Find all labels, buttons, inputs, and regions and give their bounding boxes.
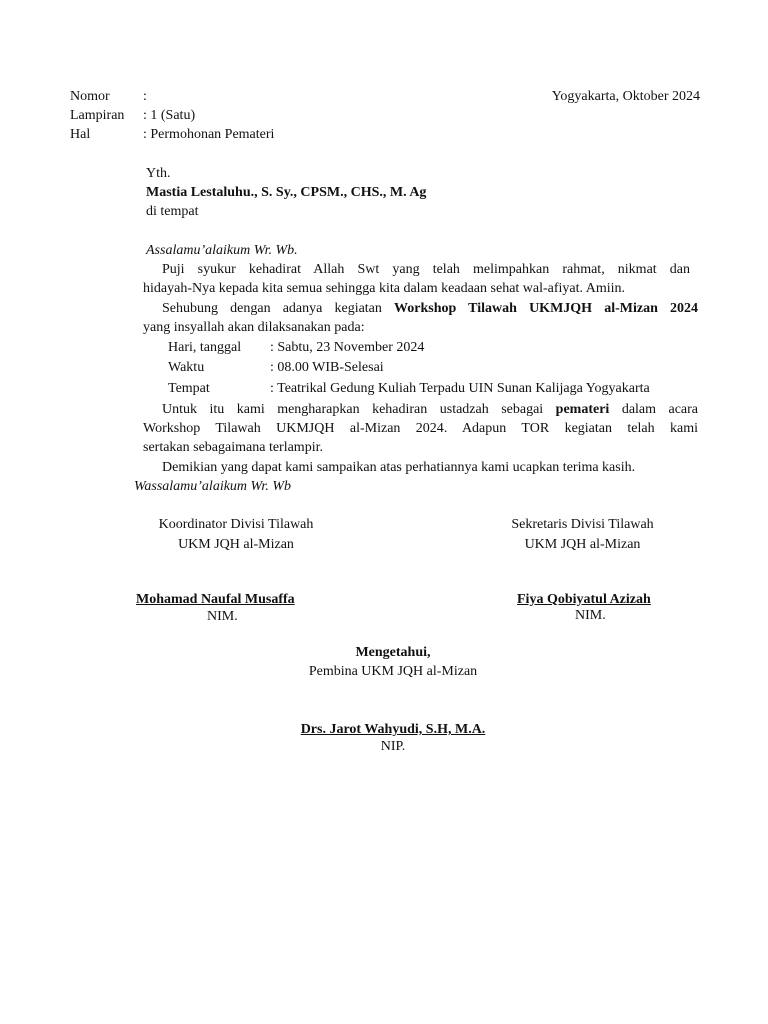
lampiran-value: : 1 (Satu) bbox=[143, 108, 196, 123]
greeting: Assalamu’alaikum Wr. Wb. bbox=[146, 243, 298, 258]
place-date: Yogyakarta, Oktober 2024 bbox=[551, 89, 700, 104]
paragraph-3-text-a: Untuk itu kami mengharapkan kehadiran ustadzah sebagai bbox=[162, 402, 544, 417]
nomor-value: : bbox=[143, 89, 147, 104]
paragraph-2-line-2: yang insyallah akan dilaksanakan pada: bbox=[143, 320, 365, 335]
detail-value-date: : Sabtu, 23 November 2024 bbox=[270, 340, 425, 355]
paragraph-3-line-2 bbox=[143, 419, 698, 438]
recipient-name: Mastia Lestaluhu., S. Sy., CPSM., CHS., M. Ag bbox=[146, 185, 427, 200]
hal-value: : Permohonan Pemateri bbox=[143, 127, 275, 142]
detail-value-place: : Teatrikal Gedung Kuliah Terpadu UIN Sunan Kalijaga Yogyakarta bbox=[270, 381, 650, 396]
left-signer-id: NIM. bbox=[207, 609, 238, 624]
paragraph-3-line-3: sertakan sebagaimana terlampir. bbox=[143, 440, 323, 455]
right-signer-title-1: Sekretaris Divisi Tilawah bbox=[511, 517, 654, 532]
right-signer-id: NIM. bbox=[575, 608, 606, 623]
acknowledge-heading: Mengetahui, bbox=[355, 645, 431, 660]
detail-label-date: Hari, tanggal bbox=[168, 340, 242, 355]
left-signer-title-2: UKM JQH al-Mizan bbox=[178, 537, 294, 552]
paragraph-3-line-1 bbox=[162, 400, 698, 419]
left-signer-name: Mohamad Naufal Musaffa bbox=[136, 592, 295, 607]
role-pemateri: pemateri bbox=[555, 402, 610, 417]
closing: Wassalamu’alaikum Wr. Wb bbox=[134, 479, 291, 494]
paragraph-3-text-b: dalam acara bbox=[621, 402, 699, 417]
recipient-salutation: Yth. bbox=[146, 166, 171, 181]
detail-label-place: Tempat bbox=[168, 381, 210, 396]
nomor-label: Nomor bbox=[70, 89, 110, 104]
right-signer-name: Fiya Qobiyatul Azizah bbox=[517, 592, 651, 607]
paragraph-1-line-2: hidayah-Nya kepada kita semua sehingga kita dalam keadaan sehat wal-afiyat. Amiin. bbox=[143, 281, 626, 296]
left-signer-title-1: Koordinator Divisi Tilawah bbox=[158, 517, 314, 532]
paragraph-3-event: Workshop Tilawah UKMJQH al-Mizan 2024 bbox=[143, 421, 444, 436]
detail-value-time: : 08.00 WIB-Selesai bbox=[270, 360, 384, 375]
recipient-location: di tempat bbox=[146, 204, 199, 219]
advisor-title: Pembina UKM JQH al-Mizan bbox=[308, 664, 478, 679]
paragraph-2-line-1 bbox=[162, 299, 698, 318]
paragraph-2-text: Sehubung dengan adanya kegiatan bbox=[162, 301, 382, 316]
advisor-name: Drs. Jarot Wahyudi, S.H, M.A. bbox=[300, 722, 486, 737]
event-name: Workshop Tilawah UKMJQH al-Mizan 2024 bbox=[394, 301, 698, 316]
advisor-id: NIP. bbox=[380, 739, 406, 754]
paragraph-3-tor: . Adapun TOR kegiatan telah kami bbox=[443, 421, 698, 436]
paragraph-1-line-1: Puji syukur kehadirat Allah Swt yang telah melimpahkan rahmat, nikmat dan bbox=[162, 262, 690, 277]
lampiran-label: Lampiran bbox=[70, 108, 125, 123]
detail-label-time: Waktu bbox=[168, 360, 205, 375]
hal-label: Hal bbox=[70, 127, 91, 142]
paragraph-4: Demikian yang dapat kami sampaikan atas perhatiannya kami ucapkan terima kasih. bbox=[162, 460, 636, 475]
right-signer-title-2: UKM JQH al-Mizan bbox=[524, 537, 641, 552]
